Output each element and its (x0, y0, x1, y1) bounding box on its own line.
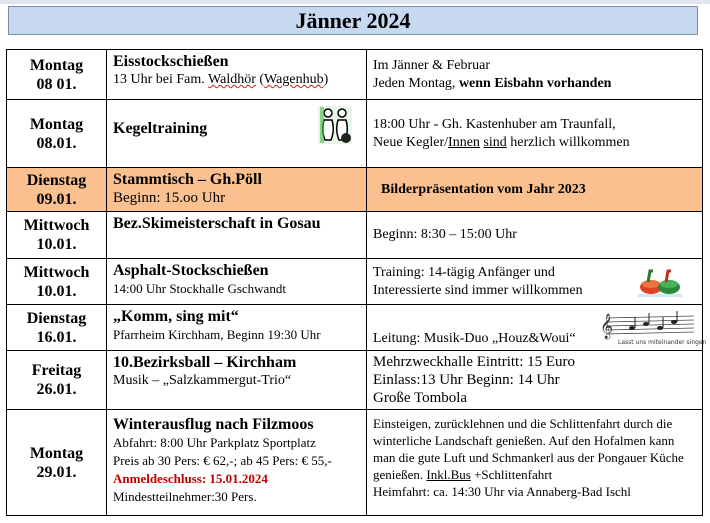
info-line: Leitung: Musik-Duo „Houz&Woui“ (373, 331, 576, 346)
day-cell (7, 50, 107, 100)
date: 08.01. (36, 134, 77, 152)
event-title: Stammtisch – Gh.Pöll (113, 171, 262, 188)
event-detail: 13 Uhr bei Fam. Waldhör (Wagenhub) (113, 72, 329, 87)
table-row (7, 50, 703, 100)
table-row (7, 100, 703, 168)
table-row (7, 212, 703, 259)
weekday: Montag (29, 56, 84, 74)
event-title: Asphalt-Stockschießen (113, 262, 269, 279)
event-cell (107, 100, 367, 168)
event-detail: Beginn: 15.oo Uhr (113, 190, 226, 206)
weekday: Montag (29, 444, 84, 462)
table-row (7, 410, 703, 516)
day-cell (7, 168, 107, 212)
info-line: Jeden Montag, wenn Eisbahn vorhanden (373, 75, 612, 91)
event-detail: Musik – „Salzkammergut-Trio“ (113, 373, 292, 388)
info-cell (367, 50, 703, 100)
info-line: Große Tombola (373, 390, 468, 406)
top-border-line (0, 0, 710, 4)
event-title: Bez.Skimeisterschaft in Gosau (113, 215, 321, 232)
info-cell (367, 168, 703, 212)
info-cell (367, 351, 703, 410)
weekday: Dienstag (26, 171, 87, 189)
event-title: Kegeltraining (113, 120, 208, 137)
event-detail: Abfahrt: 8:00 Uhr Parkplatz Sportplatz (113, 435, 316, 450)
event-cell (107, 50, 367, 100)
table-row (7, 351, 703, 410)
event-cell (107, 259, 367, 305)
event-cell (107, 351, 367, 410)
day-cell (7, 212, 107, 259)
info-line: Interessierte sind immer willkommen (373, 282, 583, 298)
info-line: Heimfahrt: ca. 14:30 Uhr via Annaberg-Bad Ischl (373, 484, 631, 499)
day-cell (7, 100, 107, 168)
event-title: „Komm, sing mit“ (113, 308, 239, 325)
event-title: Eisstockschießen (113, 53, 229, 70)
day-cell (7, 410, 107, 516)
deadline-text: Anmeldeschluss: 15.01.2024 (113, 471, 268, 486)
info-line: Beginn: 8:30 – 15:00 Uhr (373, 227, 517, 242)
table-row (7, 305, 703, 351)
event-title: Winterausflug nach Filzmoos (113, 416, 314, 433)
music-notes-icon (598, 308, 707, 346)
info-line: Neue Kegler/Innen sind herzlich willkommen (373, 134, 630, 150)
date: 08 01. (36, 75, 77, 93)
event-cell (107, 305, 367, 351)
day-cell (7, 259, 107, 305)
info-cell (367, 100, 703, 168)
info-cell (367, 259, 703, 305)
date: 09.01. (36, 190, 77, 208)
info-paragraph: Einsteigen, zurücklehnen und die Schlittenfahrt durch die winterliche Landschaft genießen. Auf den Hofalmen kann man die gute Luft und Schmankerl aus der Pongauer Küche genießen. Inkl.Bus +Schlittenfahrt (373, 416, 684, 482)
weekday: Mittwoch (23, 263, 90, 281)
svg-text:𝄞: 𝄞 (600, 314, 614, 339)
info-cell (367, 305, 707, 351)
date: 16.01. (36, 328, 77, 346)
table-row (7, 259, 703, 305)
info-cell (367, 212, 703, 259)
event-cell (107, 410, 367, 516)
date: 10.01. (36, 236, 77, 253)
info-line: Training: 14-tägig Anfänger und (373, 264, 555, 280)
weekday: Dienstag (26, 309, 87, 327)
page-title: Jänner 2024 (8, 6, 698, 35)
day-cell (7, 351, 107, 410)
day-cell (7, 305, 107, 351)
svg-text:Lasst uns miteinander singen: Lasst uns miteinander singen (618, 339, 707, 346)
weekday: Montag (29, 115, 84, 133)
event-cell (107, 168, 367, 212)
info-line: 18:00 Uhr - Gh. Kastenhuber am Traunfall, (373, 116, 616, 132)
date: 10.01. (36, 282, 77, 300)
info-line: Im Jänner & Februar (373, 57, 491, 73)
bowling-icon (318, 106, 352, 144)
event-title: 10.Bezirksball – Kirchham (113, 354, 297, 371)
info-cell (367, 410, 703, 516)
curling-stones-icon (638, 265, 682, 297)
info-line: Bilderpräsentation vom Jahr 2023 (381, 181, 586, 197)
event-detail: Pfarrheim Kirchham, Beginn 19:30 Uhr (113, 327, 321, 342)
event-detail: 14:00 Uhr Stockhalle Gschwandt (113, 281, 286, 296)
event-cell (107, 212, 367, 259)
weekday: Mittwoch (23, 217, 90, 234)
events-table (6, 49, 707, 516)
info-line: Mehrzweckhalle Eintritt: 15 Euro (373, 354, 576, 370)
date: 29.01. (36, 463, 77, 481)
info-line: Einlass:13 Uhr Beginn: 14 Uhr (373, 372, 560, 388)
weekday: Freitag (31, 362, 82, 379)
event-detail: Mindestteilnehmer:30 Pers. (113, 489, 257, 504)
table-row-highlighted (7, 168, 703, 212)
event-detail: Preis ab 30 Pers: € 62,-; ab 45 Pers: € 55,- (113, 453, 332, 468)
date: 26.01. (36, 381, 77, 398)
